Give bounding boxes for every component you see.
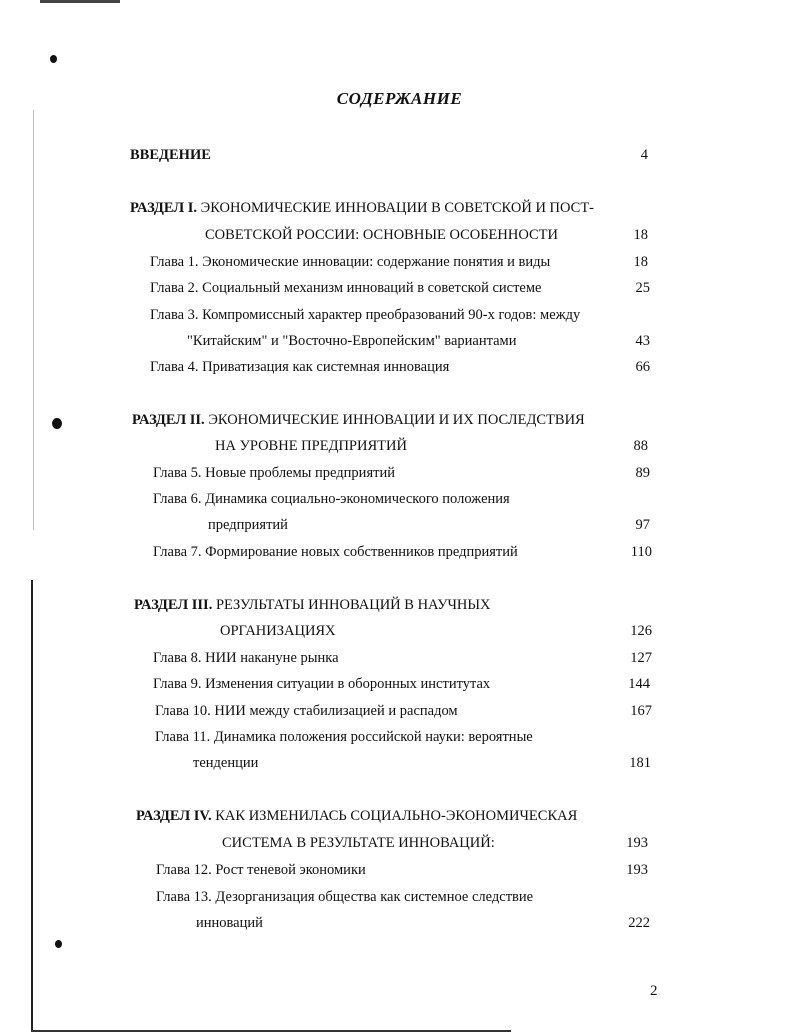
page-title: СОДЕРЖАНИЕ [336, 89, 463, 108]
chapter-4-page: 66 [635, 359, 650, 375]
chapter-6-line2: предприятий [208, 517, 288, 533]
section-1-title [130, 200, 594, 217]
scan-artifact-top [40, 0, 120, 3]
chapter-6-page: 97 [635, 517, 650, 533]
chapter-11: Глава 11. Динамика положения российской науки: вероятные [155, 729, 533, 745]
chapter-11-line2: тенденции [193, 755, 259, 771]
section-3-title [134, 597, 491, 614]
chapter-9: Глава 9. Изменения ситуации в оборонных институтах [153, 676, 491, 692]
chapter-13-line2: инноваций [196, 915, 263, 931]
section-1-page: 18 [633, 227, 648, 243]
chapter-4: Глава 4. Приватизация как системная инновация [150, 359, 450, 375]
punch-hole-1 [50, 55, 57, 63]
chapter-8: Глава 8. НИИ накануне рынка [153, 650, 339, 666]
chapter-12-page: 193 [626, 862, 648, 878]
section-2-title [132, 412, 585, 429]
section-3-title-line2: ОРГАНИЗАЦИЯХ [220, 623, 336, 639]
punch-hole-3 [55, 940, 62, 948]
section-3-prefix: РАЗДЕЛ III. [134, 597, 213, 613]
section-2-page: 88 [633, 438, 648, 454]
scan-edge-left [31, 580, 33, 1030]
chapter-1-page: 18 [633, 254, 648, 270]
section-1-title-line1: ЭКОНОМИЧЕСКИЕ ИННОВАЦИИ В СОВЕТСКОЙ И ПОСТ- [200, 200, 595, 216]
chapter-7: Глава 7. Формирование новых собственников предприятий [153, 544, 518, 560]
scan-edge-faint [33, 110, 34, 530]
chapter-13-page: 222 [628, 915, 650, 931]
chapter-6: Глава 6. Динамика социально-экономического положения [153, 491, 510, 507]
chapter-10-page: 167 [630, 703, 652, 719]
chapter-5: Глава 5. Новые проблемы предприятий [153, 465, 395, 481]
chapter-3: Глава 3. Компромиссный характер преобразований 90-х годов: между [150, 307, 581, 323]
chapter-1: Глава 1. Экономические инновации: содержание понятия и виды [150, 254, 551, 270]
section-1-title-line2: СОВЕТСКОЙ РОССИИ: ОСНОВНЫЕ ОСОБЕННОСТИ [205, 227, 559, 243]
chapter-2-page: 25 [635, 280, 650, 296]
section-2-title-line2: НА УРОВНЕ ПРЕДПРИЯТИЙ [215, 438, 407, 454]
chapter-3-page: 43 [635, 333, 650, 349]
section-4-title-line1: КАК ИЗМЕНИЛАСЬ СОЦИАЛЬНО-ЭКОНОМИЧЕСКАЯ [215, 808, 578, 824]
punch-hole-2 [52, 418, 62, 429]
chapter-10: Глава 10. НИИ между стабилизацией и распадом [155, 703, 458, 719]
chapter-2: Глава 2. Социальный механизм инноваций в советской системе [150, 280, 542, 296]
chapter-9-page: 144 [628, 676, 650, 692]
section-2-prefix: РАЗДЕЛ II. [132, 412, 205, 428]
chapter-8-page: 127 [630, 650, 652, 666]
intro-page: 4 [640, 147, 648, 163]
scan-edge-bottom [31, 1030, 511, 1032]
chapter-3-line2: "Китайским" и "Восточно-Европейским" вариантами [187, 333, 517, 349]
chapter-7-page: 110 [630, 544, 652, 560]
section-2-title-line1: ЭКОНОМИЧЕСКИЕ ИННОВАЦИИ И ИХ ПОСЛЕДСТВИЯ [208, 412, 585, 428]
chapter-11-page: 181 [629, 755, 651, 771]
section-3-title-line1: РЕЗУЛЬТАТЫ ИННОВАЦИЙ В НАУЧНЫХ [215, 597, 491, 613]
section-4-title [136, 808, 577, 825]
section-1-prefix: РАЗДЕЛ I. [130, 200, 198, 216]
chapter-13: Глава 13. Дезорганизация общества как системное следствие [156, 889, 534, 905]
section-4-title-line2: СИСТЕМА В РЕЗУЛЬТАТЕ ИННОВАЦИЙ: [222, 835, 495, 851]
section-4-page: 193 [626, 835, 648, 851]
page-number: 2 [650, 983, 658, 999]
chapter-5-page: 89 [635, 465, 650, 481]
intro-label: ВВЕДЕНИЕ [130, 147, 211, 163]
chapter-12: Глава 12. Рост теневой экономики [156, 862, 366, 878]
section-3-page: 126 [630, 623, 652, 639]
section-4-prefix: РАЗДЕЛ IV. [136, 808, 212, 824]
